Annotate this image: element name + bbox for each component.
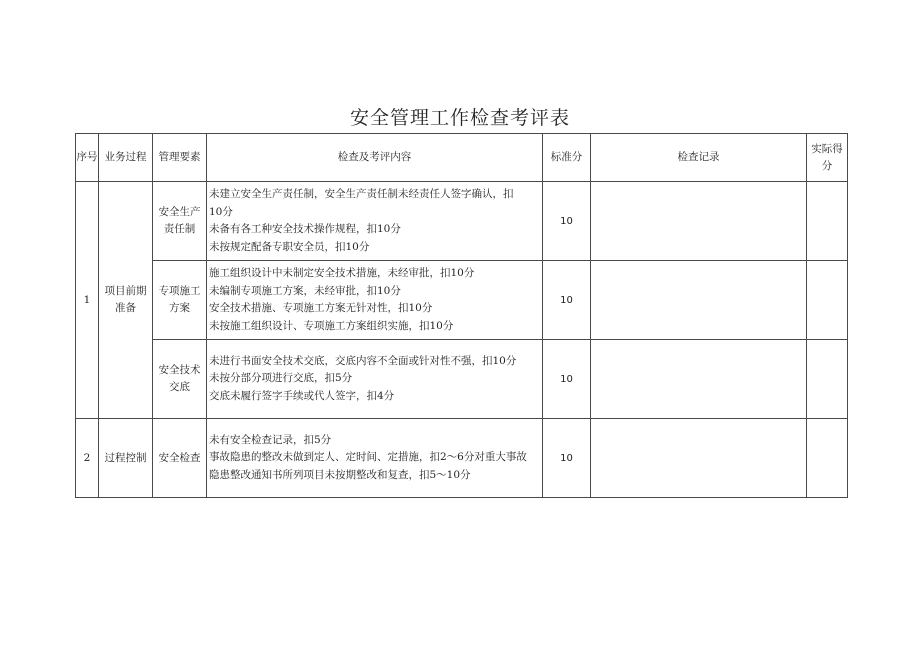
content-line: 未建立安全生产责任制，安全生产责任制未经责任人签字确认，扣 [209, 188, 514, 200]
header-record: 检查记录 [591, 134, 807, 182]
content-line: 未编制专项施工方案，未经审批，扣10分 [209, 284, 401, 297]
page-title: 安全管理工作检查考评表 [349, 107, 570, 129]
content-line: 10分 [209, 205, 233, 218]
content-cell [207, 261, 543, 340]
element-cell: 安全生产责任制 [153, 182, 207, 261]
group-seq: 1 [76, 182, 99, 419]
record-cell [591, 419, 807, 498]
group-seq: 2 [76, 419, 99, 498]
actual-score-cell [807, 340, 848, 419]
content-line: 未按规定配备专职安全员，扣10分 [209, 240, 370, 253]
table-row [76, 182, 848, 261]
record-cell [591, 261, 807, 340]
content-cell [207, 182, 543, 261]
element-cell: 安全技术交底 [153, 340, 207, 419]
actual-score-cell [807, 182, 848, 261]
header-element: 管理要素 [153, 134, 207, 182]
element-cell: 安全检查 [153, 419, 207, 498]
content-line: 交底未履行签字手续或代人签字，扣4分 [209, 389, 395, 402]
header-process: 业务过程 [99, 134, 153, 182]
table-row [76, 261, 848, 340]
table-row [76, 340, 848, 419]
header-row [76, 134, 848, 182]
content-line: 未按分部分项进行交底，扣5分 [209, 372, 353, 385]
record-cell [591, 182, 807, 261]
record-cell [591, 340, 807, 419]
inspection-table [75, 133, 848, 498]
content-line: 施工组织设计中未制定安全技术措施，未经审批，扣10分 [209, 267, 475, 279]
content-cell [207, 340, 543, 419]
content-line: 事故隐患的整改未做到定人、定时间、定措施，扣2～6分对重大事故 [209, 451, 527, 464]
header-actual: 实际得分 [807, 134, 848, 182]
header-content: 检查及考评内容 [207, 134, 543, 182]
content-line: 未按施工组织设计、专项施工方案组织实施，扣10分 [209, 319, 454, 332]
table-row [76, 419, 848, 498]
content-cell [207, 419, 543, 498]
standard-score: 10 [543, 419, 591, 498]
group-process: 过程控制 [99, 419, 153, 498]
standard-score: 10 [543, 182, 591, 261]
header-standard: 标准分 [543, 134, 591, 182]
standard-score: 10 [543, 340, 591, 419]
group-process: 项目前期准备 [99, 182, 153, 419]
actual-score-cell [807, 419, 848, 498]
standard-score: 10 [543, 261, 591, 340]
content-line: 未备有各工种安全技术操作规程，扣10分 [209, 223, 401, 235]
actual-score-cell [807, 261, 848, 340]
content-line: 安全技术措施、专项施工方案无针对性，扣10分 [209, 302, 433, 314]
header-seq: 序号 [76, 134, 99, 182]
content-line: 隐患整改通知书所列项目未按期整改和复查，扣5～10分 [209, 468, 471, 481]
content-line: 未有安全检查记录，扣5分 [209, 433, 332, 446]
element-cell: 专项施工方案 [153, 261, 207, 340]
content-line: 未进行书面安全技术交底，交底内容不全面或针对性不强，扣10分 [209, 354, 517, 367]
